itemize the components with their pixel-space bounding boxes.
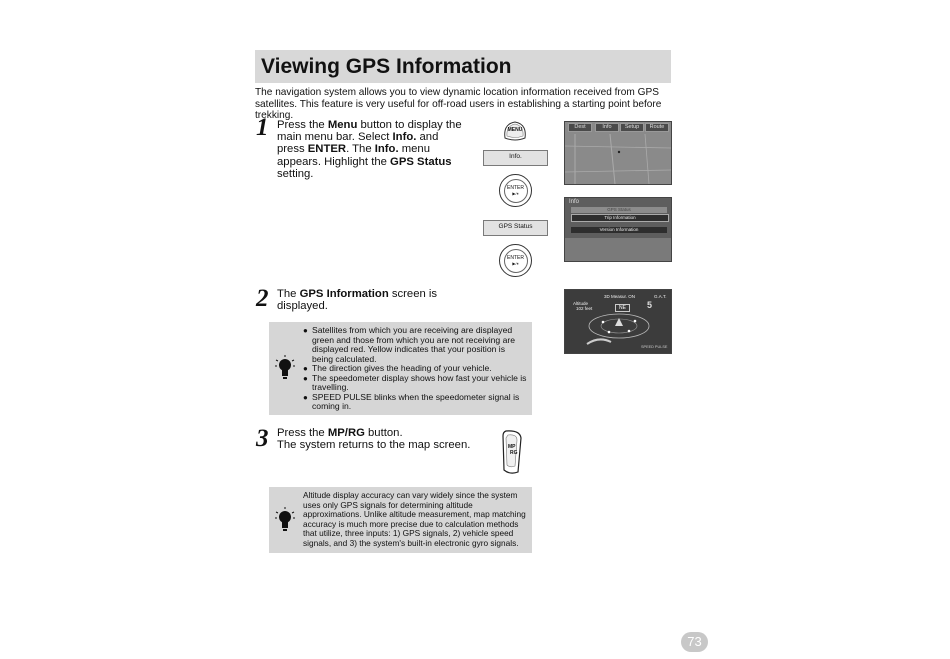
step-2-text: The GPS Information screen is displayed. bbox=[277, 288, 438, 313]
page-title: Viewing GPS Information bbox=[261, 55, 512, 78]
speed-pulse-indicator: SPEED PULSE bbox=[641, 345, 668, 349]
altitude-note-text: Altitude display accuracy can vary widely since the system uses only GPS signals for determining altitude approximations. Unlike altitude measurement, map matching accuracy is much more precise due to calculation methods that utilize, three inputs: 1) GPS signals, 2) vehicle speed signals, and 3) the system's built-in electronic gyro signals. bbox=[303, 490, 526, 548]
menu-tab-setup: Setup bbox=[620, 123, 644, 132]
menu-button[interactable] bbox=[502, 120, 528, 142]
gps-gat: G.A.T. bbox=[654, 294, 667, 299]
menu-tab-route: Route bbox=[645, 123, 669, 132]
info-menu-footer bbox=[565, 238, 671, 261]
gps-altitude-label: Altitude bbox=[573, 301, 589, 306]
altitude-note-box bbox=[269, 487, 532, 553]
tip-item: ● SPEED PULSE blinks when the speedometer signal is coming in. bbox=[303, 393, 527, 412]
map-menu-screen bbox=[564, 121, 672, 185]
title-bar bbox=[255, 50, 671, 83]
step-1-text: Press the Menu button to display the main menu bar. Select Info. and press ENTER. The Info. menu appears. Highlight the GPS Status setting. bbox=[277, 119, 462, 180]
gps-info-screen bbox=[564, 289, 672, 354]
gps-status-button[interactable]: GPS Status bbox=[483, 220, 548, 236]
enter-label: ENTER bbox=[507, 255, 524, 261]
info-menu-item-trip: Trip Information bbox=[571, 214, 669, 222]
mp-label: MP bbox=[508, 444, 516, 450]
step-1-number: 1 bbox=[256, 114, 269, 141]
lightbulb-icon bbox=[275, 507, 295, 533]
mp-rg-button[interactable] bbox=[500, 428, 524, 476]
step-3-text: Press the MP/RG button. The system returns to the map screen. bbox=[277, 427, 471, 452]
menu-tab-info: Info bbox=[595, 123, 619, 132]
step-2-number: 2 bbox=[256, 285, 269, 312]
info-menu-screen bbox=[564, 197, 672, 262]
menu-button-label: MENU bbox=[507, 127, 523, 133]
gps-3d-measur: 3D Measur. ON bbox=[604, 294, 636, 299]
info-menu-title: Info bbox=[569, 199, 580, 205]
gps-heading: NE bbox=[615, 304, 630, 312]
step-3-number: 3 bbox=[256, 425, 269, 452]
tip-item: ● The direction gives the heading of your vehicle. bbox=[303, 364, 527, 374]
lightbulb-icon bbox=[275, 355, 295, 381]
tip-item: ● Satellites from which you are receiving are displayed green and those from which you are not receiving are displayed red. Yellow indicates that your position is being calculated. bbox=[303, 326, 527, 364]
intro-text: The navigation system allows you to view dynamic location information received from GPS satellites. This feature is very useful for off-road users in establishing a starting point before trekking. bbox=[255, 87, 662, 121]
rg-label: RG bbox=[510, 450, 518, 456]
tip-list bbox=[303, 326, 527, 412]
info-button[interactable]: Info. bbox=[483, 150, 548, 166]
info-menu-item-version: Version Information bbox=[571, 227, 667, 233]
menu-tab-dest: Dest bbox=[568, 123, 592, 132]
play-pause-icon: ▶/⏸ bbox=[512, 191, 519, 196]
tip-box bbox=[269, 322, 532, 415]
enter-knob[interactable] bbox=[499, 174, 532, 207]
map-roads bbox=[565, 134, 671, 184]
gps-speed-display: 5 bbox=[647, 300, 653, 310]
enter-label: ENTER bbox=[507, 185, 524, 191]
info-menu-item-gps-status: GPS Status bbox=[571, 207, 667, 213]
play-pause-icon: ▶/⏸ bbox=[512, 261, 519, 266]
enter-knob[interactable] bbox=[499, 244, 532, 277]
gps-altitude-value: 102 feet bbox=[576, 306, 593, 311]
tip-item: ● The speedometer display shows how fast your vehicle is travelling. bbox=[303, 374, 527, 393]
page-number: 73 bbox=[681, 632, 708, 652]
